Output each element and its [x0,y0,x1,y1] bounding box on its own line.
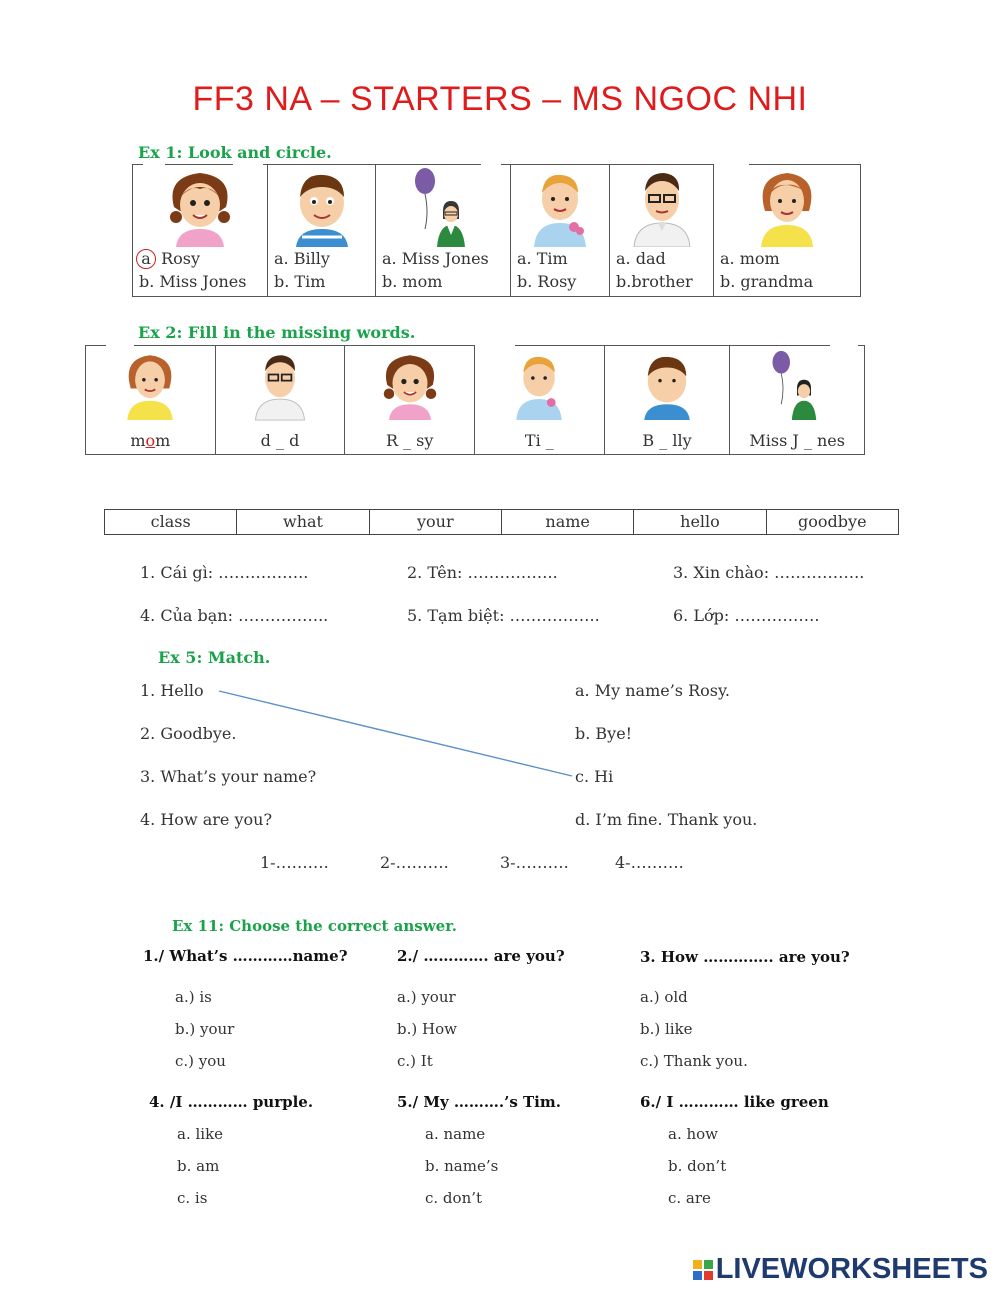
ex1-option-a[interactable]: a. Miss Jones [382,249,489,268]
answer-option[interactable]: c. don’t [425,1189,483,1207]
ex2-answer-field[interactable]: d _ d [260,431,300,450]
ex2-answer-field[interactable]: mom [130,431,171,450]
ex1-option-a[interactable]: a. Billy [274,249,330,268]
ex1-option-b[interactable]: b.brother [616,272,693,291]
ex1-option-a[interactable]: a. Tim [517,249,568,268]
question-text: 5./ My ……….’s Tim. [397,1093,561,1111]
ex1-heading: Ex 1: Look and circle. [138,143,332,162]
ex2-answer-field[interactable]: Ti _ [524,431,554,450]
ex1-option-b[interactable]: b. Rosy [517,272,577,291]
ex1-option-b[interactable]: b. mom [382,272,443,291]
match-answer-field[interactable]: 4-………. [615,853,684,872]
match-left-item[interactable]: 2. Goodbye. [140,724,237,743]
translate-item[interactable]: 4. Của bạn: …………….. [140,606,329,625]
answer-option[interactable]: b.) your [175,1020,235,1038]
translate-item[interactable]: 3. Xin chào: …………….. [673,563,865,582]
match-answer-field[interactable]: 1-………. [260,853,329,872]
ex1-option-a[interactable]: a. dad [616,249,666,268]
answer-option[interactable]: b.) like [640,1020,693,1038]
ex1-option-a[interactable]: a. mom [720,249,780,268]
question-text: 6./ I ………… like green [640,1093,829,1111]
match-connector-line [219,691,572,776]
answer-option[interactable]: a.) old [640,988,688,1006]
ex2-answer-field[interactable]: R _ sy [385,431,434,450]
ex5-heading: Ex 5: Match. [158,648,271,667]
ex2-answer-field[interactable]: Miss J _ nes [749,431,845,450]
translate-item[interactable]: 5. Tạm biệt: …………….. [407,606,600,625]
translate-item[interactable]: 2. Tên: …………….. [407,563,558,582]
word-bank-item: hello [634,510,766,534]
ex1-option-b[interactable]: b. Tim [274,272,326,291]
answer-option[interactable]: c.) It [397,1052,433,1070]
ex1-option-a[interactable]: a Rosy [139,249,200,269]
match-right-item[interactable]: a. My name’s Rosy. [575,681,730,700]
match-left-item[interactable]: 3. What’s your name? [140,767,317,786]
ex1-option-b[interactable]: b. grandma [720,272,814,291]
answer-option[interactable]: b. am [177,1157,220,1175]
match-right-item[interactable]: b. Bye! [575,724,633,743]
word-bank-item: name [502,510,634,534]
answer-option[interactable]: c. is [177,1189,208,1207]
answer-option[interactable]: a. like [177,1125,224,1143]
ex1-option-b[interactable]: b. Miss Jones [139,272,247,291]
answer-option[interactable]: b. don’t [668,1157,727,1175]
word-bank-item: goodbye [798,512,867,531]
translate-item[interactable]: 6. Lớp: ……………. [673,606,820,625]
question-text: 4. /I ………… purple. [149,1093,314,1111]
answer-option[interactable]: c.) you [175,1052,226,1070]
translate-item[interactable]: 1. Cái gì: …………….. [140,563,309,582]
question-text: 2./ …………. are you? [397,947,565,965]
answer-option[interactable]: c. are [668,1189,711,1207]
answer-circle-icon: a [136,249,156,269]
liveworksheets-logo [693,1253,988,1286]
answer-option[interactable]: a. name [425,1125,486,1143]
match-answer-field[interactable]: 3-………. [500,853,569,872]
answer-option[interactable]: c.) Thank you. [640,1052,748,1070]
ex2-heading: Ex 2: Fill in the missing words. [138,323,416,342]
logo-text: LIVEWORKSHEETS [715,1253,988,1285]
ex2-answer-field[interactable]: B _ lly [642,431,692,450]
page-title: FF3 NA – STARTERS – MS NGOC NHI [192,80,808,118]
answer-option[interactable]: a.) your [397,988,456,1006]
match-left-item[interactable]: 1. Hello [140,681,204,700]
word-bank-item: class [105,510,237,534]
ex11-heading: Ex 11: Choose the correct answer. [172,917,457,935]
answer-option[interactable]: b. name’s [425,1157,499,1175]
question-text: 3. How ………….. are you? [640,948,850,966]
match-right-item[interactable]: d. I’m fine. Thank you. [575,810,758,829]
word-bank-item: your [370,510,502,534]
match-right-item[interactable]: c. Hi [575,767,614,786]
logo-mark-icon [693,1260,713,1280]
answer-option[interactable]: a. how [668,1125,719,1143]
word-bank-item: what [237,510,369,534]
match-answer-field[interactable]: 2-………. [380,853,449,872]
question-text: 1./ What’s …………name? [143,947,348,965]
answer-option[interactable]: b.) How [397,1020,457,1038]
match-left-item[interactable]: 4. How are you? [140,810,273,829]
answer-option[interactable]: a.) is [175,988,212,1006]
